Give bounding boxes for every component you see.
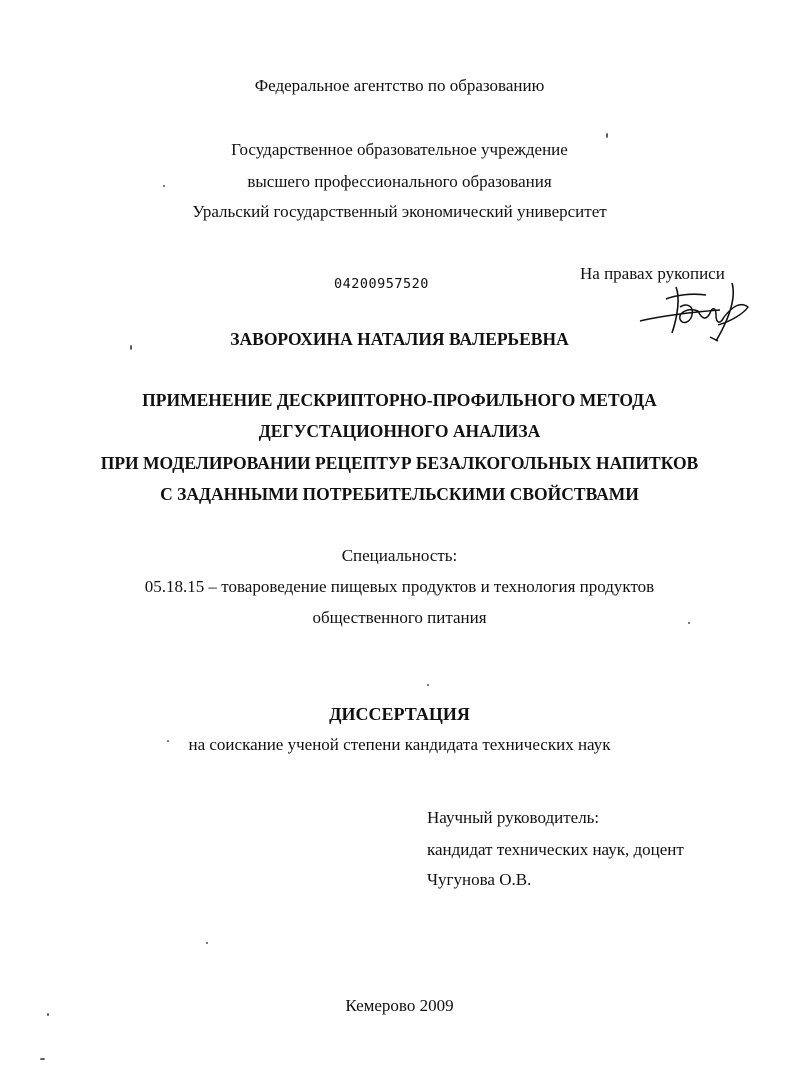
scan-speck (40, 1058, 45, 1060)
specialty-label: Специальность: (341, 546, 458, 565)
institution-line-1: Государственное образовательное учреждение (231, 140, 568, 159)
scan-speck (688, 622, 690, 624)
supervisor-name: Чугунова О.В. (427, 870, 532, 889)
agency-name: Федеральное агентство по образованию (254, 76, 545, 95)
specialty-code-line: 05.18.15 – товароведение пищевых продуктов и технология продуктов (144, 577, 655, 596)
document-type-heading: ДИССЕРТАЦИЯ (329, 704, 470, 724)
supervisor-title: кандидат технических наук, доцент (427, 840, 684, 859)
institution-line-2: высшего профессионального образования (247, 172, 552, 191)
place-and-year: Кемерово 2009 (345, 996, 454, 1015)
scan-speck (427, 684, 429, 686)
supervisor-label: Научный руководитель: (427, 808, 600, 827)
specialty-continuation: общественного питания (312, 608, 487, 627)
scan-speck (130, 345, 132, 350)
dissertation-title-line-3: ПРИ МОДЕЛИРОВАНИИ РЕЦЕПТУР БЕЗАЛКОГОЛЬНЫХ НАПИТКОВ (100, 453, 699, 473)
scan-speck (47, 1013, 49, 1016)
scan-speck (206, 942, 208, 944)
dissertation-title-line-2: ДЕГУСТАЦИОННОГО АНАЛИЗА (258, 421, 541, 441)
manuscript-note: На правах рукописи (580, 264, 725, 283)
dissertation-title-line-4: С ЗАДАННЫМИ ПОТРЕБИТЕЛЬСКИМИ СВОЙСТВАМИ (160, 484, 639, 504)
scan-speck (167, 740, 169, 742)
scan-speck (163, 185, 165, 187)
author-name: ЗАВОРОХИНА НАТАЛИЯ ВАЛЕРЬЕВНА (230, 329, 569, 349)
degree-subtitle: на соискание ученой степени кандидата технических наук (188, 735, 611, 754)
dissertation-title-line-1: ПРИМЕНЕНИЕ ДЕСКРИПТОРНО-ПРОФИЛЬНОГО МЕТОДА (142, 390, 657, 410)
document-code: 04200957520 (334, 276, 429, 292)
institution-line-3: Уральский государственный экономический университет (192, 202, 607, 221)
scan-speck (606, 133, 608, 138)
